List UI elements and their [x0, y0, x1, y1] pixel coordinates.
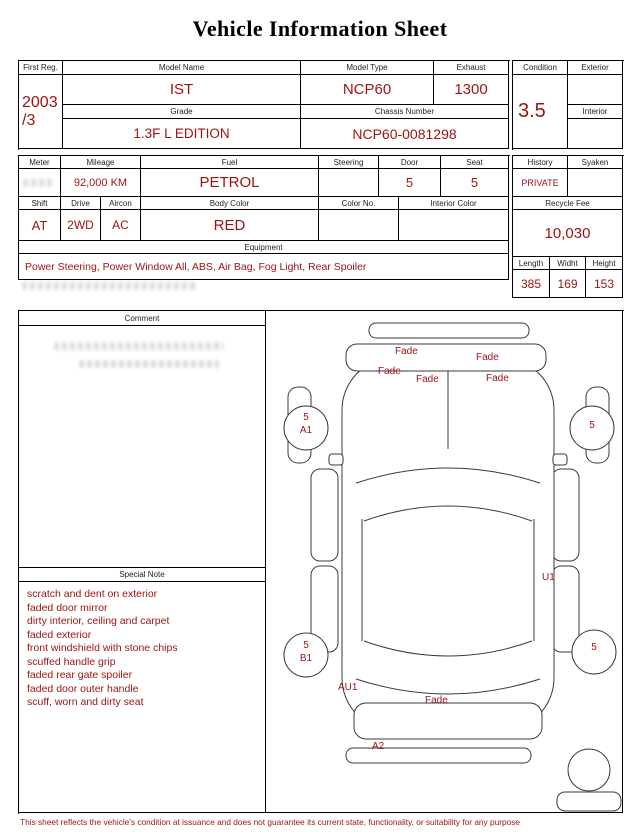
drive-value: 2WD — [61, 210, 101, 241]
history-value: PRIVATE — [513, 169, 568, 197]
right-front-door-panel — [552, 469, 579, 561]
left-mirror — [329, 454, 343, 465]
special-note-item: front windshield with stone chips — [27, 642, 178, 654]
wheel-grade: 5 — [303, 640, 309, 651]
model-name-label: Model Name — [63, 61, 301, 75]
spare-wheel — [568, 749, 610, 791]
rear-bumper — [354, 703, 542, 739]
bottom-right-box — [557, 792, 621, 811]
front-right-wheel-annotation: 5 — [589, 420, 595, 431]
special-note-item: faded rear gate spoiler — [27, 669, 133, 681]
shift-value: AT — [19, 210, 61, 241]
car-diagram — [266, 311, 623, 813]
seat-label: Seat — [441, 156, 509, 169]
fuel-value: PETROL — [141, 169, 319, 197]
watermark-smudge — [54, 342, 224, 350]
watermark-smudge — [79, 360, 219, 368]
wheel-code: B1 — [299, 653, 313, 664]
special-note-header: Special Note — [19, 568, 266, 582]
fade-annotation: Fade — [416, 374, 439, 385]
height-label: Height — [586, 257, 623, 270]
disclaimer-text: This sheet reflects the vehicle's condition at issuance and does not guarantee its current state, functionality, or suitability for any purpose — [20, 817, 520, 827]
watermark-smudge — [22, 282, 197, 290]
special-note-item: scratch and dent on exterior — [27, 588, 158, 600]
wheel-grade: 5 — [303, 412, 309, 423]
interior-color-label: Interior Color — [399, 197, 509, 210]
seat-value: 5 — [441, 169, 509, 197]
fade-annotation: Fade — [378, 366, 401, 377]
diagram-area — [266, 311, 623, 813]
grade-label: Grade — [63, 105, 301, 119]
interior-value — [568, 119, 623, 149]
steering-label: Steering — [319, 156, 379, 169]
height-value: 153 — [586, 270, 623, 298]
special-note-item: faded door mirror — [27, 601, 108, 614]
special-note-item: faded exterior — [27, 628, 92, 641]
history-table — [512, 155, 624, 298]
special-note-item: scuffed handle grip — [27, 655, 116, 668]
first-reg-label: First Reg. — [19, 61, 63, 75]
top-info-table — [18, 60, 510, 150]
fade-annotation: Fade — [395, 346, 418, 357]
watermark-smudge — [23, 179, 55, 187]
shift-label: Shift — [19, 197, 61, 210]
right-panel-annotation: U1 — [542, 572, 555, 583]
color-no-label: Color No. — [319, 197, 399, 210]
door-label: Door — [379, 156, 441, 169]
aircon-label: Aircon — [101, 197, 141, 210]
condition-label: Condition — [513, 61, 568, 75]
chassis-number-label: Chassis Number — [301, 105, 509, 119]
comment-header: Comment — [19, 311, 266, 326]
length-label: Length — [513, 257, 550, 270]
first-reg-month: /3 — [22, 111, 36, 129]
rear-left-wheel-annotation — [288, 639, 324, 665]
equipment-value: Power Steering, Power Window All, ABS, Air Bag, Fog Light, Rear Spoiler — [19, 254, 509, 280]
special-note-item: faded door outer handle — [27, 682, 139, 695]
model-type-value: NCP60 — [301, 75, 434, 105]
exterior-label: Exterior — [568, 61, 623, 75]
history-label: History — [513, 156, 568, 169]
length-value: 385 — [513, 270, 550, 298]
fuel-label: Fuel — [141, 156, 319, 169]
front-strip — [369, 323, 529, 338]
width-label: Widht — [550, 257, 586, 270]
special-note-list — [19, 582, 266, 813]
first-reg-value — [19, 75, 63, 149]
interior-label: Interior — [568, 105, 623, 119]
body-color-value: RED — [141, 210, 319, 241]
exterior-value — [568, 75, 623, 105]
model-name-value: IST — [63, 75, 301, 105]
color-no-value — [319, 210, 399, 241]
special-note-item: dirty interior, ceiling and carpet — [27, 615, 170, 627]
page-title: Vehicle Information Sheet — [192, 16, 448, 41]
rear-right-wheel-annotation: 5 — [591, 642, 597, 653]
wheel-code: A1 — [299, 425, 313, 436]
recycle-fee-label: Recycle Fee — [513, 197, 623, 210]
rear-annotation: A2 — [372, 741, 385, 752]
meter-value — [19, 169, 61, 197]
exhaust-value: 1300 — [434, 75, 509, 105]
model-type-label: Model Type — [301, 61, 434, 75]
front-left-wheel-annotation — [288, 411, 324, 437]
door-value: 5 — [379, 169, 441, 197]
condition-table — [512, 60, 624, 150]
syaken-label: Syaken — [568, 156, 623, 169]
front-bumper — [346, 344, 546, 371]
aircon-value: AC — [101, 210, 141, 241]
lower-section — [18, 310, 624, 814]
fade-annotation: Fade — [476, 352, 499, 363]
comment-area — [19, 326, 266, 568]
meter-label: Meter — [19, 156, 61, 169]
drive-label: Drive — [61, 197, 101, 210]
steering-value — [319, 169, 379, 197]
first-reg-year: 2003 — [22, 93, 58, 111]
mileage-label: Mileage — [61, 156, 141, 169]
left-front-door-panel — [311, 469, 338, 561]
body-color-label: Body Color — [141, 197, 319, 210]
rear-left-annotation: AU1 — [338, 682, 358, 693]
mileage-value: 92,000 KM — [61, 169, 141, 197]
fade-annotation: Fade — [486, 373, 509, 384]
syaken-value — [568, 169, 623, 197]
recycle-fee-value: 10,030 — [513, 210, 623, 257]
equipment-label: Equipment — [19, 241, 509, 254]
width-value: 169 — [550, 270, 586, 298]
specs-table — [18, 155, 510, 280]
interior-color-value — [399, 210, 509, 241]
exhaust-label: Exhaust — [434, 61, 509, 75]
right-rear-door-panel — [552, 566, 579, 652]
right-mirror — [553, 454, 567, 465]
fade-annotation: Fade — [425, 695, 448, 706]
special-note-item: scuff, worn and dirty seat — [27, 696, 144, 708]
grade-value: 1.3F L EDITION — [63, 119, 301, 149]
chassis-number-value: NCP60-0081298 — [301, 119, 509, 149]
condition-value: 3.5 — [513, 75, 568, 149]
